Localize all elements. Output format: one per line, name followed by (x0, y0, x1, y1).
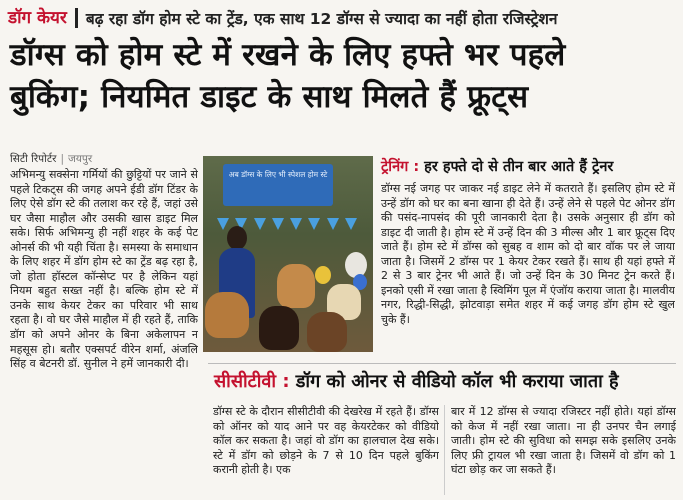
section-divider (208, 363, 676, 364)
dateline-city: जयपुर (68, 153, 93, 165)
cctv-text-column-2: बार में 12 डॉग्स से ज्यादा रजिस्टर नहीं होते। यहां डॉग्स को केज में नहीं रखा जाता। ना ही उनपर चैन लगाई जाती। होम स्टे की सुविधा को समझ सके इसलिए उनके लिए फ्री ट्रायल भी रखा जाता है। जिसमें वो डॉग को 1 घंटा छोड़ कर जा सकते हैं। (451, 405, 676, 477)
cctv-title-key: सीसीटीवी : (214, 371, 290, 392)
photo-banner: अब डॉग्स के लिए भी स्पेशल होम स्टे (223, 164, 333, 206)
kicker-text: बढ़ रहा डॉग होम स्टे का ट्रेंड, एक साथ 12 डॉग्स से ज्यादा का नहीं होता रजिस्ट्रेशन (85, 10, 558, 28)
article-photo (203, 156, 373, 352)
dog-figure (277, 264, 315, 308)
byline-separator: | (60, 153, 64, 165)
cctv-text-column-1: डॉग्स स्टे के दौरान सीसीटीवी की देखरेख में रहते हैं। डॉग्स को ऑनर को याद आने पर वह केयरटेकर को वीडियो कॉल कर सकता है। जहां वो डॉग का हालचाल देख सके। स्टे में डॉग को छोड़ने के 7 से 10 दिन पहले बुकिंग करानी होती है। एक (213, 405, 439, 477)
dog-figure (259, 306, 299, 350)
kicker-bar (8, 6, 676, 30)
kicker-divider (75, 8, 78, 28)
training-title (381, 156, 613, 176)
byline (10, 152, 200, 166)
reporter-name: सिटी रिपोर्टर (10, 153, 57, 165)
cctv-title-text: डॉग को ओनर से वीडियो कॉल भी कराया जाता है (289, 371, 619, 392)
balloon-yellow (315, 266, 331, 284)
training-text: डॉग्स नई जगह पर जाकर नई डाइट लेने में कतराते हैं। इसलिए होम स्टे में उन्हें डॉग को घर का बना खाना ही देते हैं। उन्हें लेने से पहले पेट ओनर डॉग की पसंद-नापसंद की पूरी जानकारी देता है। उसके अनुसार ही डॉग को डाइट दी जाती है। होम स्टे में उन्हें दिन की 3 मील्स और 1 बार फ्रूट्स दिए जाते हैं। होम स्टे में डॉग्स को सुबह व शाम को दो बार वॉक पर ले जाया जाता है। जिसमें 2 डॉग्स पर 1 केयर टेकर रखते हैं। साथ ही यहां हफ्ते में 2 से 3 बार ट्रेनर भी आते हैं। जो उन्हें दिन के 30 मिनट ट्रेन करते हैं। इनको एसी में रखा जाता है स्विमिंग पूल में एंजॉय कराया जाता है। मालवीय नगर, रिद्धी-सिद्धी, झोटवाड़ा समेत शहर में कई जगह डॉग होम स्टे खुल चुके हैं। (381, 182, 675, 326)
cctv-title (214, 369, 619, 393)
column-divider (444, 405, 445, 495)
headline-line-2: बुकिंग; नियमित डाइट के साथ मिलते हैं फ्रूट्स (10, 79, 529, 115)
section-tag: डॉग केयर (8, 8, 67, 28)
dog-figure (205, 292, 249, 338)
headline-line-1: डॉग्स को होम स्टे में रखने के लिए हफ्ते भर पहले (10, 37, 566, 73)
training-title-text: हर हफ्ते दो से तीन बार आते हैं ट्रेनर (419, 159, 614, 175)
dog-figure (307, 312, 347, 352)
training-title-key: ट्रेनिंग : (381, 159, 420, 175)
left-column-text: अभिमन्यु सक्सेना गर्मियों की छुट्टियों पर जाने से पहले टिकट्स की जगह अपने ईडी डॉग टिंडर के लिए ऐसे डॉग स्टे की तलाश कर रहे हैं, जहां उसे घर जैसा माहौल और उसकी खास डाइट मिल सके। सिर्फ अभिमन्यु ही नहीं शहर के कई पेट ओनर्स की भी यही चिंता है। समस्या के समाधान के लिए शहर में डॉग होम स्टे का ट्रेंड बढ़ रहा है, जो होता हॉस्टल कॉन्सेप्ट पर है लेकिन यहां नियम बहुत सख्त नहीं है। बल्कि होम स्टे में उनके साथ केयर टेकर का परिवार भी साथ रहता है। वो घर जैसे माहौल में ही रहते हैं, ताकि डॉग को अपने ओनर के बिना अकेलापन न महसूस हो। बतौर एक्सपर्ट वीरेन शर्मा, अंजलि सिंह व बेटनरी डॉ. सुनील ने हमें जानकारी दी। (10, 168, 198, 371)
headline (10, 34, 674, 118)
